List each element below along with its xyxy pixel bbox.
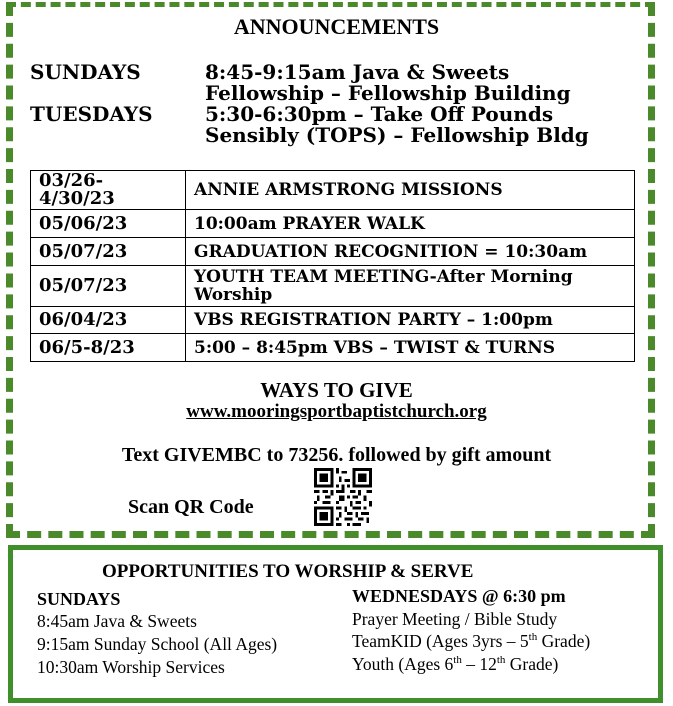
opportunities-title: OPPORTUNITIES TO WORSHIP & SERVE: [102, 561, 474, 582]
event-date: 05/06/23: [31, 210, 186, 238]
schedule-day-sundays: SUNDAYS: [30, 60, 141, 84]
event-date: 06/04/23: [31, 307, 186, 334]
list-item: TeamKID (Ages 3yrs – 5th Grade): [352, 631, 591, 651]
schedule-line: 8:45-9:15am Java & Sweets: [205, 60, 510, 84]
list-item: 9:15am Sunday School (All Ages): [37, 634, 278, 654]
schedule-day-tuesdays: TUESDAYS: [30, 102, 153, 126]
list-item: Youth (Ages 6th – 12th Grade): [352, 654, 559, 674]
giving-url-wrap: [0, 401, 673, 423]
events-table: [30, 170, 635, 362]
list-item: 8:45am Java & Sweets: [37, 611, 197, 631]
event-desc: VBS REGISTRATION PARTY – 1:00pm: [186, 307, 635, 334]
event-date: 05/07/23: [31, 238, 186, 266]
table-row: [31, 307, 635, 334]
event-date: 06/5-8/23: [31, 334, 186, 362]
table-row: [31, 238, 635, 266]
schedule-line: Fellowship – Fellowship Building: [205, 81, 571, 105]
church-website-link[interactable]: www.mooringsportbaptistchurch.org: [186, 401, 487, 422]
sundays-heading: SUNDAYS: [37, 589, 121, 609]
qr-code-icon[interactable]: [309, 468, 377, 526]
schedule-line: 5:30-6:30pm – Take Off Pounds: [205, 102, 554, 126]
schedule-desc-tuesdays: [205, 104, 645, 146]
list-item: Prayer Meeting / Bible Study: [352, 609, 558, 629]
event-desc: GRADUATION RECOGNITION = 10:30am: [186, 238, 635, 266]
schedule-line: Sensibly (TOPS) – Fellowship Bldg: [205, 123, 589, 147]
event-date: 03/26- 4/30/23: [31, 171, 186, 210]
schedule-desc-sundays: [205, 62, 645, 104]
text-to-give-line: Text GIVEMBC to 73256. followed by gift amount: [121, 444, 552, 466]
wednesdays-heading: WEDNESDAYS @ 6:30 pm: [352, 586, 566, 606]
event-desc: YOUTH TEAM MEETING-After Morning Worship: [186, 266, 635, 307]
event-desc: ANNIE ARMSTRONG MISSIONS: [186, 171, 635, 210]
table-row: [31, 266, 635, 307]
event-date: 05/07/23: [31, 266, 186, 307]
ways-to-give-heading: WAYS TO GIVE: [260, 378, 413, 402]
list-item: 10:30am Worship Services: [37, 657, 225, 677]
event-desc: 10:00am PRAYER WALK: [186, 210, 635, 238]
scan-qr-label: Scan QR Code: [128, 496, 254, 518]
table-row: [31, 210, 635, 238]
event-desc: 5:00 – 8:45pm VBS – TWIST & TURNS: [186, 334, 635, 362]
table-row: [31, 171, 635, 210]
announcements-title: ANNOUNCEMENTS: [233, 14, 440, 39]
table-row: [31, 334, 635, 362]
